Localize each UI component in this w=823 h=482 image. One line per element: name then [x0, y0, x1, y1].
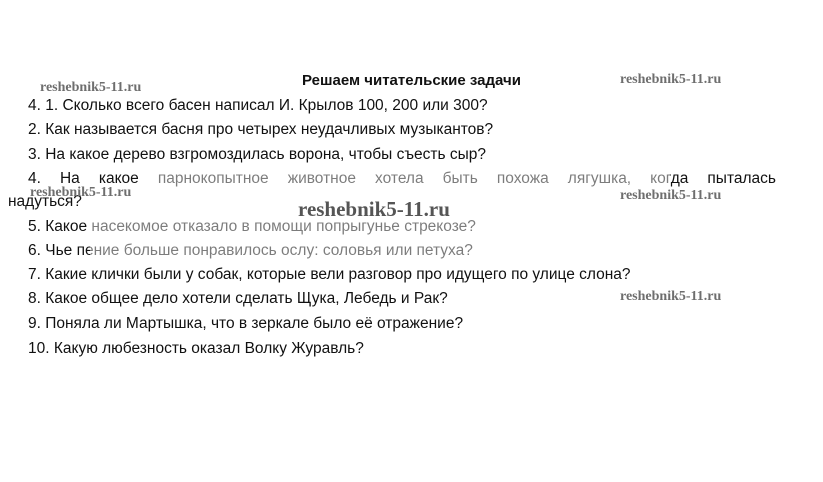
question-8: 8. Какое общее дело хотели сделать Щука, Лебедь и Рак? — [28, 290, 448, 307]
watermark-text: reshebnik5-11.ru — [620, 72, 722, 87]
question-10: 10. Какую любезность оказал Волку Журавль? — [28, 340, 364, 357]
question-4-line-2: надуться? — [8, 193, 82, 210]
question-3: 3. На какое дерево взгромоздилась ворона, чтобы съесть сыр? — [28, 146, 486, 163]
page-title: Решаем читательские задачи — [302, 72, 521, 89]
watermark-text: reshebnik5-11.ru — [30, 185, 132, 200]
question-5: 5. Какое насекомое отказало в помощи попрыгунье стрекозе? — [28, 218, 476, 235]
watermark-text: reshebnik5-11.ru — [620, 188, 722, 203]
question-7: 7. Какие клички были у собак, которые вели разговор про идущего по улице слона? — [28, 266, 631, 283]
question-4-line-1: 4. На какое парнокопытное животное хотела быть похожа лягушка, когда пыталась — [28, 170, 776, 187]
question-6: 6. Чье пение больше понравилось ослу: соловья или петуха? — [28, 242, 473, 259]
watermark-text: reshebnik5-11.ru — [620, 289, 722, 304]
question-2: 2. Как называется басня про четырех неудачливых музыкантов? — [28, 121, 494, 138]
watermark-smudge — [90, 216, 570, 262]
question-1: 4. 1. Сколько всего басен написал И. Крылов 100, 200 или 300? — [28, 97, 488, 114]
watermark-text: reshebnik5-11.ru — [298, 197, 450, 221]
question-9: 9. Поняла ли Мартышка, что в зеркале было её отражение? — [28, 315, 464, 332]
watermark-text: reshebnik5-11.ru — [40, 80, 142, 95]
